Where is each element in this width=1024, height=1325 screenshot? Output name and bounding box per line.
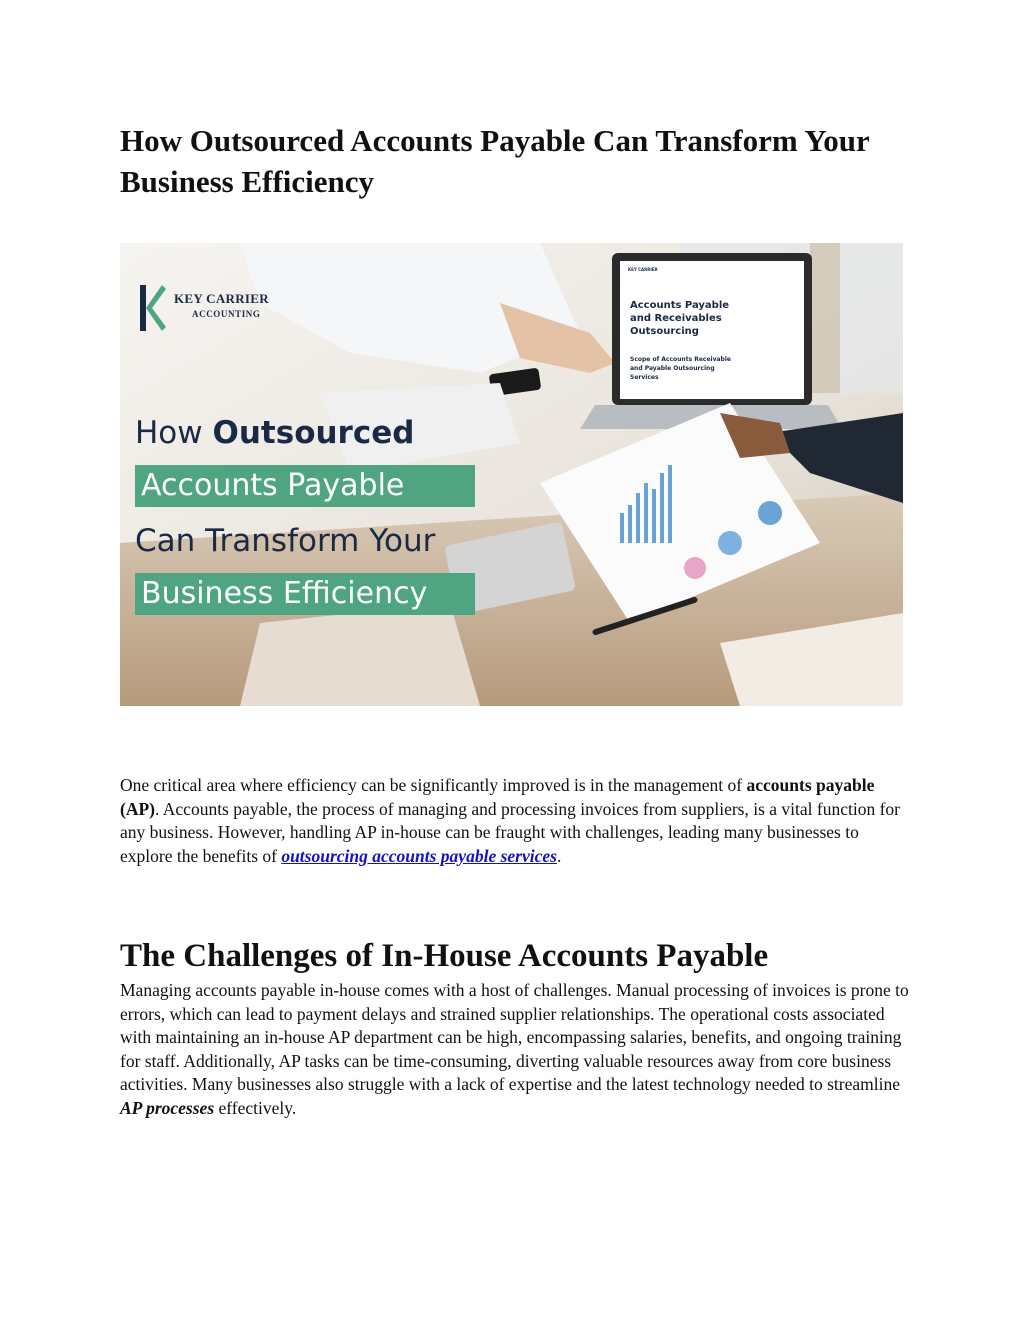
section-body xyxy=(120,979,910,1120)
hero-headline-bold: Outsourced xyxy=(212,415,415,451)
brand-subtitle: ACCOUNTING xyxy=(192,309,261,319)
intro-paragraph xyxy=(120,774,910,868)
intro-text-2: . Accounts payable, the process of managing and processing invoices from suppliers, is a vital function for any business. However, handling AP in-house can be fraught with challenges, leading many businesses to explore the benefits of xyxy=(120,798,901,866)
intro-text-3: . xyxy=(556,845,562,866)
hero-headline-line1 xyxy=(135,413,414,453)
hero-image xyxy=(120,243,903,706)
section-tail: effectively. xyxy=(214,1097,297,1118)
intro-text-1: One critical area where efficiency can be significantly improved is in the management of xyxy=(120,775,747,795)
hero-headline-prefix: How xyxy=(135,415,213,451)
hero-headline-band1: Accounts Payable xyxy=(135,465,475,507)
article-title: How Outsourced Accounts Payable Can Transform Your Business Efficiency xyxy=(120,123,870,199)
brand-mark-icon xyxy=(140,285,166,331)
hero-headline-line3: Can Transform Your xyxy=(135,523,436,559)
laptop-screen xyxy=(620,261,804,399)
brand-logo xyxy=(140,285,280,325)
section-heading: The Challenges of In-House Accounts Payable xyxy=(120,938,769,974)
intro-bold-term: accounts payable (AP) xyxy=(120,775,875,819)
screen-brand: KEY CARRIER xyxy=(628,267,658,272)
section-body-text: Managing accounts payable in-house comes with a host of challenges. Manual processing of invoices is prone to errors, which can lead to payment delays and strained supplier relationships. The operational costs associated with maintaining an in-house AP department can be high, encompassing salaries, benefits, and ongoing training for staff. Additionally, AP tasks can be time-consuming, diverting valuable resources away from core business activities. Many businesses also struggle with a lack of expertise and the latest technology needed to streamline xyxy=(120,980,909,1094)
screen-subheading: Scope of Accounts Receivable and Payable Outsourcing Services xyxy=(630,356,731,381)
hero-headline-band2: Business Efficiency xyxy=(135,573,475,615)
screen-heading: Accounts Payable and Receivables Outsourcing xyxy=(630,300,730,337)
section-emphasis: AP processes xyxy=(120,1097,215,1118)
brand-name: KEY CARRIER xyxy=(174,291,269,306)
outsourcing-ap-link[interactable]: outsourcing accounts payable services xyxy=(281,845,557,866)
